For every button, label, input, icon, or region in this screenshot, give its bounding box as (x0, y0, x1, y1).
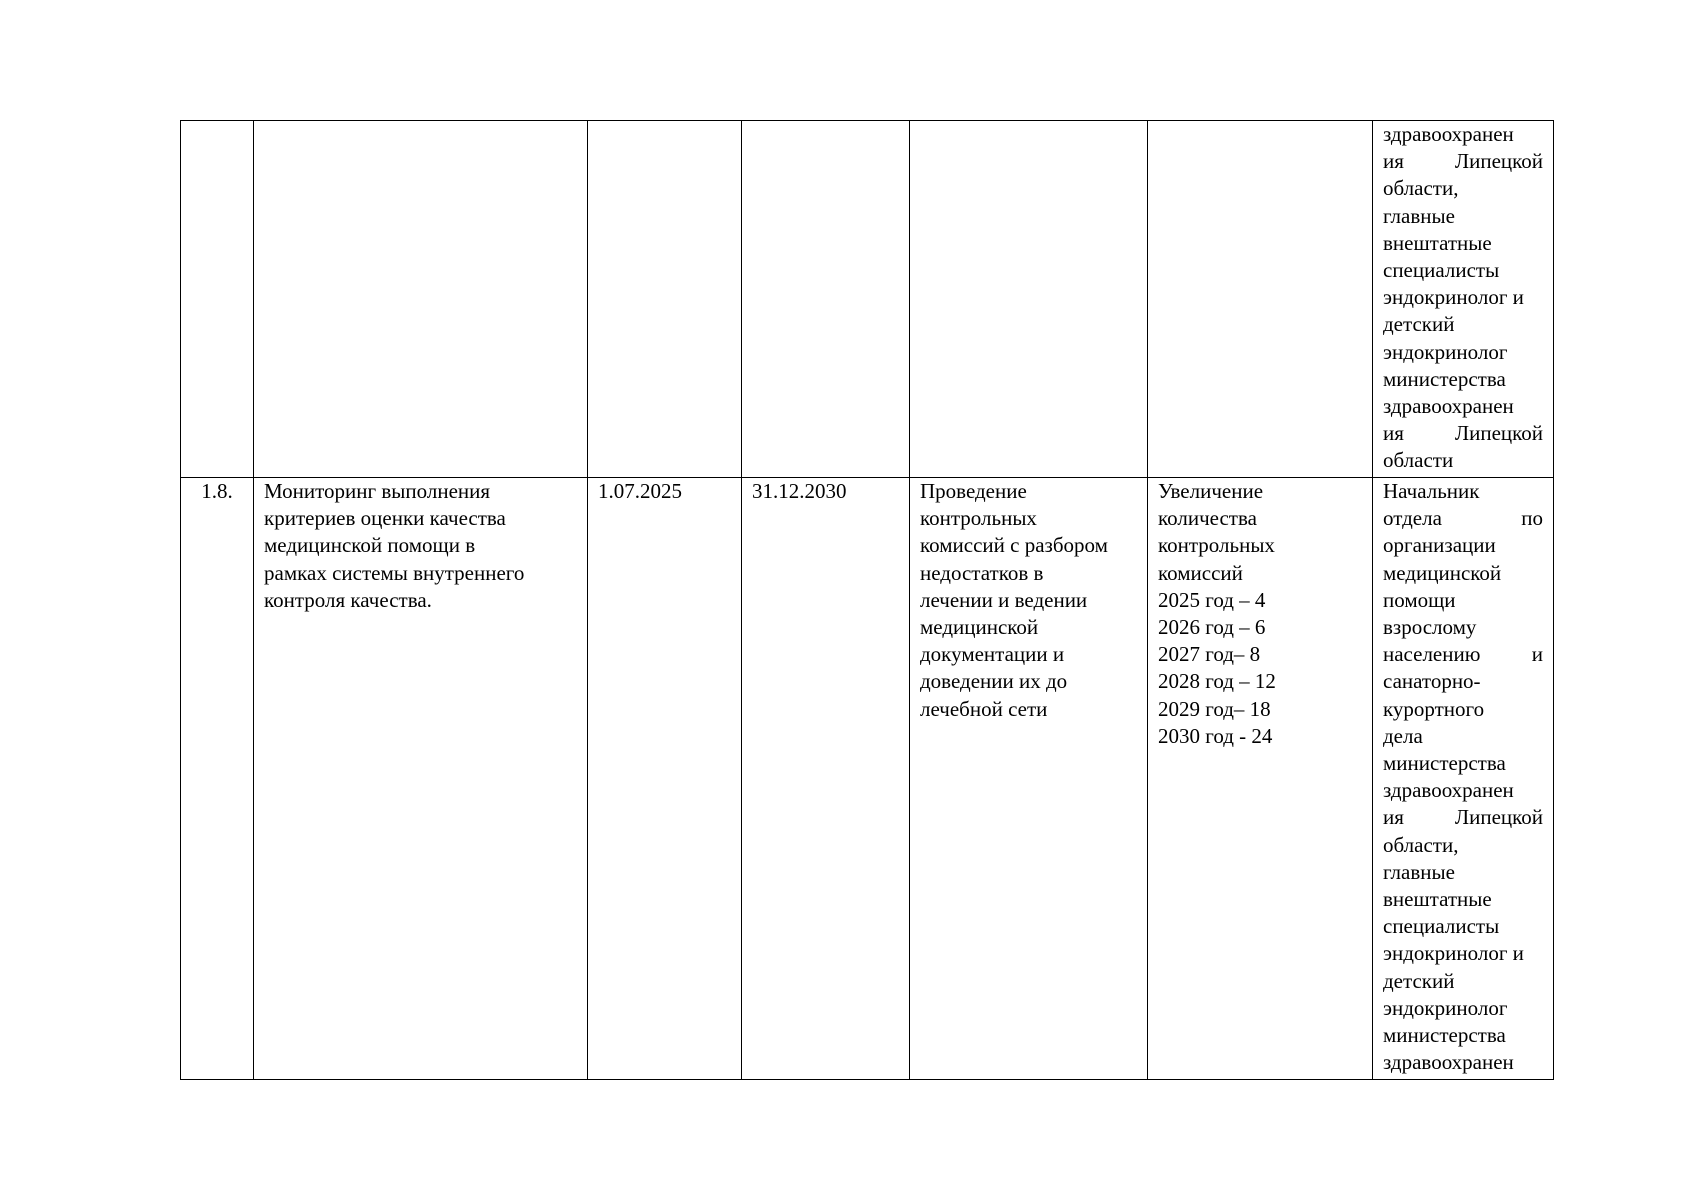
table-row-1-8 (181, 478, 1554, 1080)
cell-text-line: медицинской (920, 615, 1039, 640)
cell-text-line: внештатные (1383, 230, 1492, 255)
cell-text-line: области, (1383, 176, 1459, 201)
cell-text-line: количества (1158, 506, 1257, 531)
cell-start-empty (588, 121, 742, 478)
cell-text-line: здравоохранен (1383, 394, 1514, 419)
cell-text-line: контрольных (920, 506, 1037, 531)
cell-text-line: организации (1383, 533, 1496, 558)
cell-event (910, 478, 1148, 1080)
cell-text-line: 2028 год – 12 (1158, 669, 1276, 694)
cell-end-date (742, 478, 910, 1080)
cell-text-line: взрослому (1383, 615, 1477, 640)
cell-text-line: рамках системы внутреннего (264, 560, 525, 585)
cell-text-line: санаторно- (1383, 669, 1481, 694)
cell-text-line: 2025 год – 4 (1158, 587, 1266, 612)
cell-text-line (1383, 420, 1543, 447)
cell-text-line: внештатные (1383, 887, 1492, 912)
cell-text-line: детский (1383, 968, 1455, 993)
cell-text-line: области (1383, 448, 1454, 473)
cell-text-line: главные (1383, 203, 1455, 228)
cell-text-line: 2027 год– 8 (1158, 642, 1261, 667)
cell-start-date (588, 478, 742, 1080)
cell-text-line: комиссий с разбором (920, 533, 1108, 558)
cell-text-line (1383, 505, 1543, 532)
cell-text-line: медицинской (1383, 560, 1502, 585)
cell-text-line: 2030 год - 24 (1158, 723, 1273, 748)
cell-text-line: специалисты (1383, 914, 1500, 939)
cell-text-line (1383, 148, 1543, 175)
start-date: 1.07.2025 (598, 479, 682, 503)
cell-event-empty (910, 121, 1148, 478)
cell-text-line: лечении и ведении (920, 587, 1088, 612)
cell-text-line: эндокринолог (1383, 339, 1508, 364)
cell-text-line (1383, 804, 1543, 831)
activity-plan-table (180, 120, 1554, 1080)
cell-text-word: ия (1383, 149, 1404, 174)
cell-number-empty (181, 121, 254, 478)
cell-result-empty (1148, 121, 1373, 478)
cell-text-line: лечебной сети (920, 696, 1048, 721)
cell-text-word: населению (1383, 642, 1481, 667)
cell-text-word: и (1531, 642, 1543, 667)
cell-text-word: Липецкой (1454, 421, 1543, 446)
cell-text-line: здравоохранен (1383, 122, 1514, 146)
cell-text-line: министерства (1383, 366, 1506, 391)
cell-text-line (1383, 641, 1543, 668)
cell-end-empty (742, 121, 910, 478)
cell-text-line: доведении их до (920, 669, 1068, 694)
row-number: 1.8. (201, 479, 233, 503)
cell-number (181, 478, 254, 1080)
cell-text-line: 2026 год – 6 (1158, 615, 1266, 640)
cell-text-line: медицинской помощи в (264, 533, 476, 558)
cell-text-line: курортного (1383, 696, 1485, 721)
cell-result (1148, 478, 1373, 1080)
cell-text-line: эндокринолог (1383, 995, 1508, 1020)
cell-text-line: критериев оценки качества (264, 506, 506, 531)
table-row-continued (181, 121, 1554, 478)
cell-text-line: здравоохранен (1383, 1050, 1514, 1075)
cell-text-word: Липецкой (1454, 805, 1543, 830)
cell-text-line: недостатков в (920, 560, 1044, 585)
cell-text-line: области, (1383, 832, 1459, 857)
cell-text-line: Увеличение (1158, 479, 1264, 503)
cell-text-word: отдела (1383, 506, 1442, 531)
cell-text-line: дела (1383, 723, 1423, 748)
cell-name (254, 478, 588, 1080)
cell-text-line: Проведение (920, 479, 1027, 503)
cell-text-word: ия (1383, 805, 1404, 830)
cell-text-line: контрольных (1158, 533, 1275, 558)
cell-text-line: специалисты (1383, 258, 1500, 283)
cell-text-line: контроля качества. (264, 587, 432, 612)
cell-text-line: Мониторинг выполнения (264, 479, 491, 503)
cell-text-word: Липецкой (1454, 149, 1543, 174)
cell-text-line: комиссий (1158, 560, 1243, 585)
cell-text-line: 2029 год– 18 (1158, 696, 1271, 721)
cell-name-empty (254, 121, 588, 478)
cell-text-line: детский (1383, 312, 1455, 337)
cell-text-line: эндокринолог и (1383, 941, 1524, 966)
end-date: 31.12.2030 (752, 479, 847, 503)
cell-text-line: министерства (1383, 751, 1506, 776)
cell-text-word: по (1521, 506, 1543, 531)
cell-responsible (1373, 478, 1554, 1080)
cell-text-line: министерства (1383, 1023, 1506, 1048)
cell-text-line: помощи (1383, 587, 1456, 612)
cell-text-line: документации и (920, 642, 1065, 667)
cell-text-line: главные (1383, 859, 1455, 884)
cell-responsible-continued (1373, 121, 1554, 478)
cell-text-word: ия (1383, 421, 1404, 446)
cell-text-line: Начальник (1383, 479, 1480, 503)
cell-text-line: эндокринолог и (1383, 285, 1524, 310)
cell-text-line: здравоохранен (1383, 778, 1514, 803)
